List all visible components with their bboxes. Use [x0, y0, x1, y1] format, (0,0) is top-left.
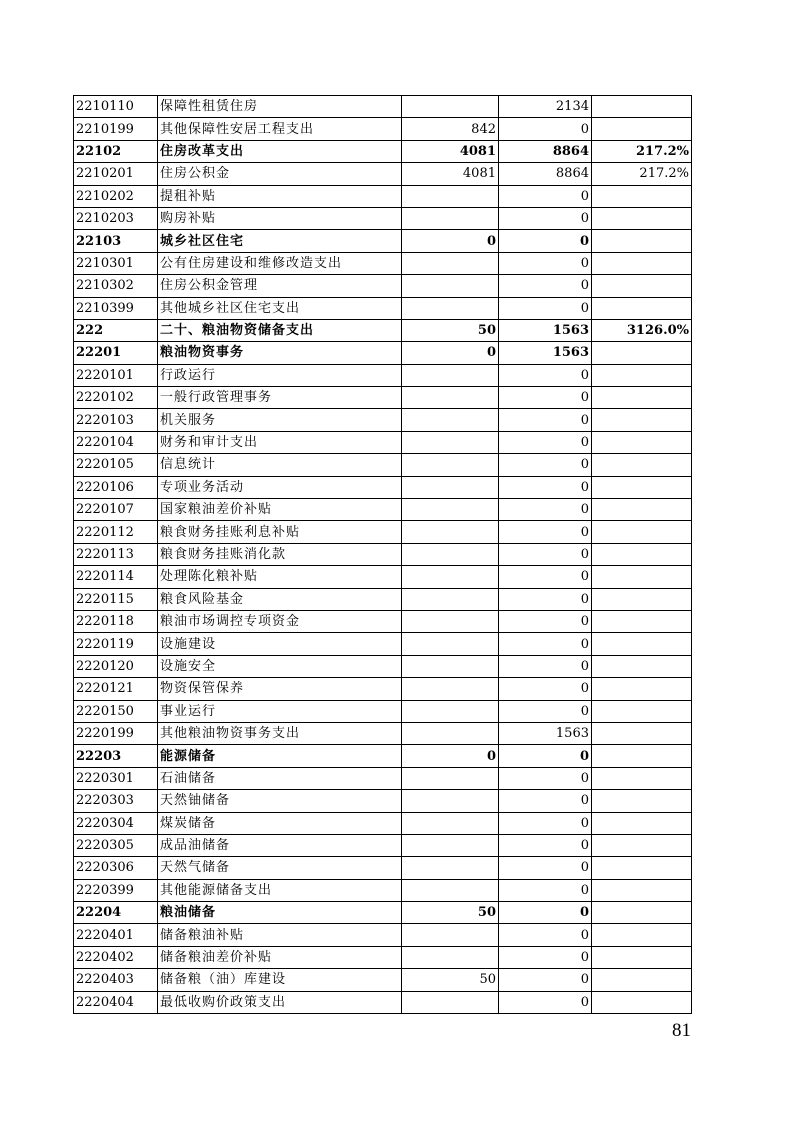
value-b-cell: 0 — [499, 252, 592, 274]
table-row — [74, 140, 692, 162]
value-a-cell: 0 — [402, 230, 499, 252]
percent-cell — [592, 96, 692, 118]
table-row — [74, 118, 692, 140]
name-cell: 最低收购价政策支出 — [158, 991, 402, 1013]
name-cell: 处理陈化粮补贴 — [158, 566, 402, 588]
table-row — [74, 275, 692, 297]
table-row — [74, 230, 692, 252]
table-row — [74, 678, 692, 700]
value-b-cell: 0 — [499, 454, 592, 476]
percent-cell — [592, 499, 692, 521]
name-cell: 事业运行 — [158, 700, 402, 722]
code-cell: 2220301 — [74, 767, 158, 789]
code-cell: 2210110 — [74, 96, 158, 118]
percent-cell — [592, 409, 692, 431]
table-row — [74, 163, 692, 185]
value-a-cell — [402, 655, 499, 677]
value-a-cell — [402, 700, 499, 722]
name-cell: 住房公积金管理 — [158, 275, 402, 297]
percent-cell — [592, 118, 692, 140]
name-cell: 设施建设 — [158, 633, 402, 655]
code-cell: 2210301 — [74, 252, 158, 274]
value-b-cell: 0 — [499, 857, 592, 879]
value-a-cell — [402, 364, 499, 386]
percent-cell — [592, 185, 692, 207]
table-row — [74, 655, 692, 677]
percent-cell — [592, 991, 692, 1013]
value-b-cell: 0 — [499, 924, 592, 946]
value-b-cell: 1563 — [499, 342, 592, 364]
value-b-cell: 0 — [499, 230, 592, 252]
value-b-cell: 0 — [499, 610, 592, 632]
name-cell: 天然气储备 — [158, 857, 402, 879]
value-b-cell: 0 — [499, 812, 592, 834]
value-a-cell — [402, 610, 499, 632]
value-a-cell — [402, 387, 499, 409]
value-a-cell — [402, 476, 499, 498]
value-b-cell: 0 — [499, 185, 592, 207]
code-cell: 2210201 — [74, 163, 158, 185]
code-cell: 2220103 — [74, 409, 158, 431]
table-row — [74, 185, 692, 207]
value-b-cell: 0 — [499, 700, 592, 722]
table-row — [74, 207, 692, 229]
percent-cell — [592, 633, 692, 655]
name-cell: 财务和审计支出 — [158, 431, 402, 453]
table-row — [74, 902, 692, 924]
code-cell: 2220305 — [74, 834, 158, 856]
value-a-cell: 0 — [402, 745, 499, 767]
code-cell: 2220106 — [74, 476, 158, 498]
code-cell: 2220304 — [74, 812, 158, 834]
code-cell: 22204 — [74, 902, 158, 924]
code-cell: 2220112 — [74, 521, 158, 543]
name-cell: 信息统计 — [158, 454, 402, 476]
name-cell: 粮油物资事务 — [158, 342, 402, 364]
value-a-cell — [402, 252, 499, 274]
percent-cell — [592, 879, 692, 901]
name-cell: 专项业务活动 — [158, 476, 402, 498]
code-cell: 2210199 — [74, 118, 158, 140]
code-cell: 22102 — [74, 140, 158, 162]
budget-table — [73, 95, 692, 1014]
percent-cell — [592, 364, 692, 386]
name-cell: 购房补贴 — [158, 207, 402, 229]
value-a-cell — [402, 297, 499, 319]
value-a-cell — [402, 185, 499, 207]
name-cell: 住房公积金 — [158, 163, 402, 185]
code-cell: 2220399 — [74, 879, 158, 901]
percent-cell — [592, 588, 692, 610]
table-row — [74, 521, 692, 543]
value-a-cell — [402, 879, 499, 901]
table-row — [74, 297, 692, 319]
value-b-cell: 0 — [499, 991, 592, 1013]
page-number: 81 — [672, 1020, 691, 1041]
value-b-cell: 0 — [499, 790, 592, 812]
table-row — [74, 96, 692, 118]
percent-cell — [592, 902, 692, 924]
name-cell: 住房改革支出 — [158, 140, 402, 162]
table-row — [74, 633, 692, 655]
value-a-cell — [402, 409, 499, 431]
code-cell: 2220104 — [74, 431, 158, 453]
code-cell: 22203 — [74, 745, 158, 767]
name-cell: 储备粮油差价补贴 — [158, 946, 402, 968]
name-cell: 粮食财务挂账消化款 — [158, 543, 402, 565]
value-a-cell — [402, 499, 499, 521]
value-b-cell: 2134 — [499, 96, 592, 118]
value-b-cell: 1563 — [499, 319, 592, 341]
percent-cell — [592, 297, 692, 319]
code-cell: 2210399 — [74, 297, 158, 319]
value-b-cell: 0 — [499, 521, 592, 543]
name-cell: 其他粮油物资事务支出 — [158, 722, 402, 744]
value-a-cell — [402, 924, 499, 946]
table-row — [74, 252, 692, 274]
table-row — [74, 431, 692, 453]
percent-cell — [592, 566, 692, 588]
name-cell: 提租补贴 — [158, 185, 402, 207]
code-cell: 2220113 — [74, 543, 158, 565]
value-b-cell: 0 — [499, 767, 592, 789]
percent-cell — [592, 678, 692, 700]
value-b-cell: 0 — [499, 364, 592, 386]
percent-cell — [592, 946, 692, 968]
name-cell: 石油储备 — [158, 767, 402, 789]
table-row — [74, 409, 692, 431]
value-a-cell — [402, 857, 499, 879]
table-row — [74, 991, 692, 1013]
value-b-cell: 0 — [499, 588, 592, 610]
name-cell: 储备粮油补贴 — [158, 924, 402, 946]
code-cell: 22103 — [74, 230, 158, 252]
percent-cell — [592, 521, 692, 543]
value-b-cell: 0 — [499, 118, 592, 140]
code-cell: 2220115 — [74, 588, 158, 610]
value-a-cell: 842 — [402, 118, 499, 140]
value-b-cell: 0 — [499, 678, 592, 700]
code-cell: 2220107 — [74, 499, 158, 521]
percent-cell — [592, 454, 692, 476]
table-row — [74, 700, 692, 722]
table-row — [74, 543, 692, 565]
code-cell: 2220404 — [74, 991, 158, 1013]
table-row — [74, 499, 692, 521]
code-cell: 2220118 — [74, 610, 158, 632]
table-row — [74, 790, 692, 812]
code-cell: 2220303 — [74, 790, 158, 812]
percent-cell — [592, 969, 692, 991]
table-row — [74, 879, 692, 901]
value-b-cell: 0 — [499, 745, 592, 767]
value-a-cell — [402, 633, 499, 655]
value-b-cell: 0 — [499, 476, 592, 498]
percent-cell — [592, 275, 692, 297]
percent-cell — [592, 924, 692, 946]
percent-cell — [592, 790, 692, 812]
table-row — [74, 745, 692, 767]
code-cell: 222 — [74, 319, 158, 341]
percent-cell — [592, 700, 692, 722]
table-row — [74, 319, 692, 341]
percent-cell — [592, 610, 692, 632]
percent-cell — [592, 342, 692, 364]
value-a-cell — [402, 275, 499, 297]
code-cell: 2220199 — [74, 722, 158, 744]
name-cell: 粮食风险基金 — [158, 588, 402, 610]
value-b-cell: 0 — [499, 834, 592, 856]
value-b-cell: 0 — [499, 387, 592, 409]
value-a-cell — [402, 96, 499, 118]
table-row — [74, 969, 692, 991]
code-cell: 2210202 — [74, 185, 158, 207]
value-b-cell: 0 — [499, 207, 592, 229]
value-a-cell — [402, 946, 499, 968]
code-cell: 2220150 — [74, 700, 158, 722]
name-cell: 其他城乡社区住宅支出 — [158, 297, 402, 319]
percent-cell — [592, 431, 692, 453]
name-cell: 成品油储备 — [158, 834, 402, 856]
name-cell: 公有住房建设和维修改造支出 — [158, 252, 402, 274]
value-b-cell: 0 — [499, 633, 592, 655]
table-row — [74, 342, 692, 364]
value-b-cell: 0 — [499, 543, 592, 565]
code-cell: 2220105 — [74, 454, 158, 476]
percent-cell — [592, 543, 692, 565]
percent-cell — [592, 655, 692, 677]
code-cell: 22201 — [74, 342, 158, 364]
table-row — [74, 610, 692, 632]
value-a-cell: 50 — [402, 319, 499, 341]
value-b-cell: 0 — [499, 946, 592, 968]
code-cell: 2210302 — [74, 275, 158, 297]
name-cell: 粮油储备 — [158, 902, 402, 924]
value-a-cell — [402, 678, 499, 700]
value-b-cell: 0 — [499, 902, 592, 924]
name-cell: 煤炭储备 — [158, 812, 402, 834]
percent-cell — [592, 387, 692, 409]
value-a-cell: 50 — [402, 969, 499, 991]
value-b-cell: 0 — [499, 566, 592, 588]
value-a-cell — [402, 454, 499, 476]
value-b-cell: 0 — [499, 431, 592, 453]
name-cell: 城乡社区住宅 — [158, 230, 402, 252]
value-b-cell: 0 — [499, 409, 592, 431]
code-cell: 2220402 — [74, 946, 158, 968]
value-a-cell — [402, 767, 499, 789]
name-cell: 其他保障性安居工程支出 — [158, 118, 402, 140]
code-cell: 2220121 — [74, 678, 158, 700]
percent-cell — [592, 476, 692, 498]
table-row — [74, 812, 692, 834]
percent-cell: 3126.0% — [592, 319, 692, 341]
value-a-cell: 4081 — [402, 163, 499, 185]
value-a-cell: 50 — [402, 902, 499, 924]
value-a-cell — [402, 521, 499, 543]
value-a-cell — [402, 722, 499, 744]
percent-cell — [592, 252, 692, 274]
code-cell: 2220101 — [74, 364, 158, 386]
percent-cell — [592, 812, 692, 834]
table-row — [74, 946, 692, 968]
name-cell: 设施安全 — [158, 655, 402, 677]
name-cell: 物资保管保养 — [158, 678, 402, 700]
table-row — [74, 722, 692, 744]
value-a-cell: 4081 — [402, 140, 499, 162]
percent-cell: 217.2% — [592, 163, 692, 185]
name-cell: 一般行政管理事务 — [158, 387, 402, 409]
code-cell: 2220403 — [74, 969, 158, 991]
code-cell: 2220120 — [74, 655, 158, 677]
table-row — [74, 454, 692, 476]
table-row — [74, 566, 692, 588]
value-a-cell — [402, 207, 499, 229]
name-cell: 机关服务 — [158, 409, 402, 431]
percent-cell — [592, 230, 692, 252]
name-cell: 储备粮（油）库建设 — [158, 969, 402, 991]
value-b-cell: 8864 — [499, 140, 592, 162]
value-b-cell: 0 — [499, 969, 592, 991]
percent-cell — [592, 767, 692, 789]
code-cell: 2210203 — [74, 207, 158, 229]
name-cell: 保障性租赁住房 — [158, 96, 402, 118]
code-cell: 2220306 — [74, 857, 158, 879]
table-row — [74, 476, 692, 498]
value-a-cell — [402, 834, 499, 856]
value-b-cell: 8864 — [499, 163, 592, 185]
name-cell: 二十、粮油物资储备支出 — [158, 319, 402, 341]
value-a-cell — [402, 588, 499, 610]
value-b-cell: 0 — [499, 297, 592, 319]
code-cell: 2220114 — [74, 566, 158, 588]
table-row — [74, 857, 692, 879]
value-a-cell — [402, 431, 499, 453]
name-cell: 天然铀储备 — [158, 790, 402, 812]
value-b-cell: 1563 — [499, 722, 592, 744]
table-body — [74, 96, 692, 1014]
value-a-cell — [402, 812, 499, 834]
name-cell: 国家粮油差价补贴 — [158, 499, 402, 521]
value-b-cell: 0 — [499, 499, 592, 521]
value-b-cell: 0 — [499, 879, 592, 901]
name-cell: 能源储备 — [158, 745, 402, 767]
name-cell: 行政运行 — [158, 364, 402, 386]
code-cell: 2220119 — [74, 633, 158, 655]
table-row — [74, 924, 692, 946]
name-cell: 粮食财务挂账利息补贴 — [158, 521, 402, 543]
value-a-cell — [402, 991, 499, 1013]
percent-cell — [592, 207, 692, 229]
code-cell: 2220102 — [74, 387, 158, 409]
percent-cell: 217.2% — [592, 140, 692, 162]
value-a-cell: 0 — [402, 342, 499, 364]
value-a-cell — [402, 543, 499, 565]
code-cell: 2220401 — [74, 924, 158, 946]
value-b-cell: 0 — [499, 275, 592, 297]
percent-cell — [592, 722, 692, 744]
value-a-cell — [402, 566, 499, 588]
table-row — [74, 364, 692, 386]
name-cell: 粮油市场调控专项资金 — [158, 610, 402, 632]
value-b-cell: 0 — [499, 655, 592, 677]
table-row — [74, 834, 692, 856]
name-cell: 其他能源储备支出 — [158, 879, 402, 901]
percent-cell — [592, 745, 692, 767]
table-row — [74, 387, 692, 409]
percent-cell — [592, 857, 692, 879]
table-row — [74, 767, 692, 789]
table-row — [74, 588, 692, 610]
percent-cell — [592, 834, 692, 856]
value-a-cell — [402, 790, 499, 812]
